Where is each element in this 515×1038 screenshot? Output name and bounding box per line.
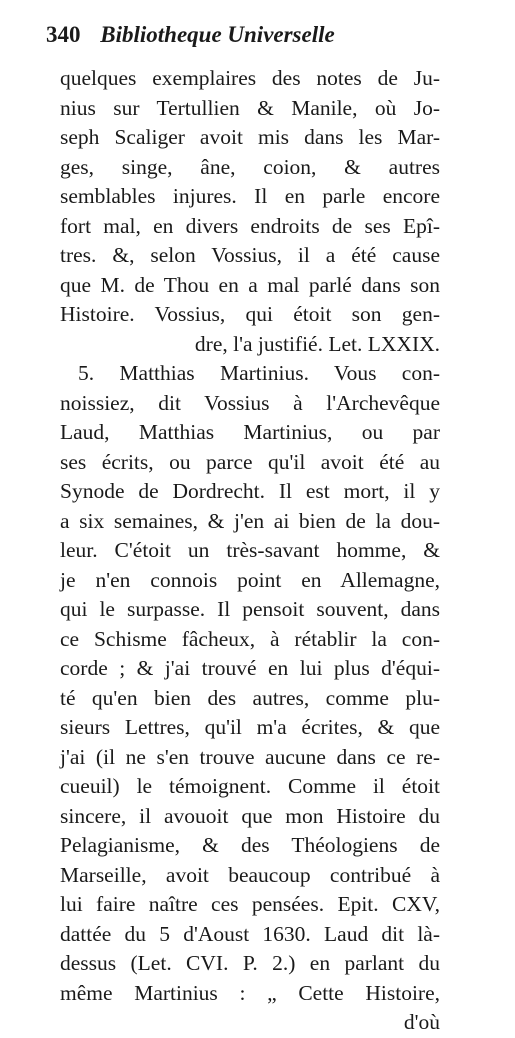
text-line: qui le surpasse. Il pensoit souvent, dans bbox=[60, 597, 440, 621]
text-line: lui faire naître ces pensées. Epit. CXV, bbox=[60, 892, 440, 916]
text-line: dessus (Let. CVI. P. 2.) en parlant du bbox=[60, 951, 440, 975]
text-line: cueuil) le témoignent. Comme il étoit bbox=[60, 774, 440, 798]
running-title: Bibliotheque Universelle bbox=[100, 22, 335, 47]
text-line: que M. de Thou en a mal parlé dans son bbox=[60, 272, 440, 297]
text-line: noissiez, dit Vossius à l'Archevêque bbox=[60, 390, 440, 415]
text-line: semblables injures. Il en parle encore bbox=[60, 184, 440, 208]
text-line: a six semaines, & j'en ai bien de la dou- bbox=[60, 508, 440, 533]
text-line: Pelagianisme, & des Théologiens de bbox=[60, 833, 440, 857]
text-line: Laud, Matthias Martinius, ou par bbox=[60, 420, 440, 444]
text-line: ses écrits, ou parce qu'il avoit été au bbox=[60, 449, 440, 474]
text-line: corde ; & j'ai trouvé en lui plus d'équi- bbox=[60, 656, 440, 680]
text-line: dattée du 5 d'Aoust 1630. Laud dit là- bbox=[60, 921, 440, 946]
body-text bbox=[60, 64, 440, 1038]
text-line: même Martinius : „ Cette Histoire, bbox=[60, 980, 440, 1005]
page-number: 340 bbox=[46, 22, 81, 47]
text-line: té qu'en bien des autres, comme plu- bbox=[60, 685, 440, 710]
text-line: quelques exemplaires des notes de Ju- bbox=[60, 66, 440, 90]
running-header bbox=[46, 22, 436, 48]
text-line: dre, l'a justifié. Let. LXXIX. bbox=[194, 331, 440, 356]
text-line: fort mal, en divers endroits de ses Epî- bbox=[60, 213, 440, 238]
text-line: ce Schisme fâcheux, à rétablir la con- bbox=[60, 626, 440, 651]
catchword: d'où bbox=[403, 1010, 440, 1034]
text-line: 5. Matthias Martinius. Vous con- bbox=[78, 361, 440, 385]
text-line: sieurs Lettres, qu'il m'a écrites, & que bbox=[60, 715, 440, 739]
text-line: sincere, il avouoit que mon Histoire du bbox=[60, 803, 440, 828]
text-line: leur. C'étoit un très-savant homme, & bbox=[60, 538, 440, 562]
text-line: tres. &, selon Vossius, il a été cause bbox=[60, 243, 440, 267]
text-line: je n'en connois point en Allemagne, bbox=[60, 567, 440, 592]
text-line: Marseille, avoit beaucoup contribué à bbox=[60, 862, 440, 887]
text-line: nius sur Tertullien & Manile, où Jo- bbox=[60, 95, 440, 120]
text-line: ges, singe, âne, coion, & autres bbox=[60, 154, 440, 179]
text-line: Histoire. Vossius, qui étoit son gen- bbox=[60, 302, 440, 326]
text-line: seph Scaliger avoit mis dans les Mar- bbox=[60, 125, 440, 149]
text-line: j'ai (il ne s'en trouve aucune dans ce re- bbox=[60, 744, 440, 769]
text-line: Synode de Dordrecht. Il est mort, il y bbox=[60, 479, 440, 503]
